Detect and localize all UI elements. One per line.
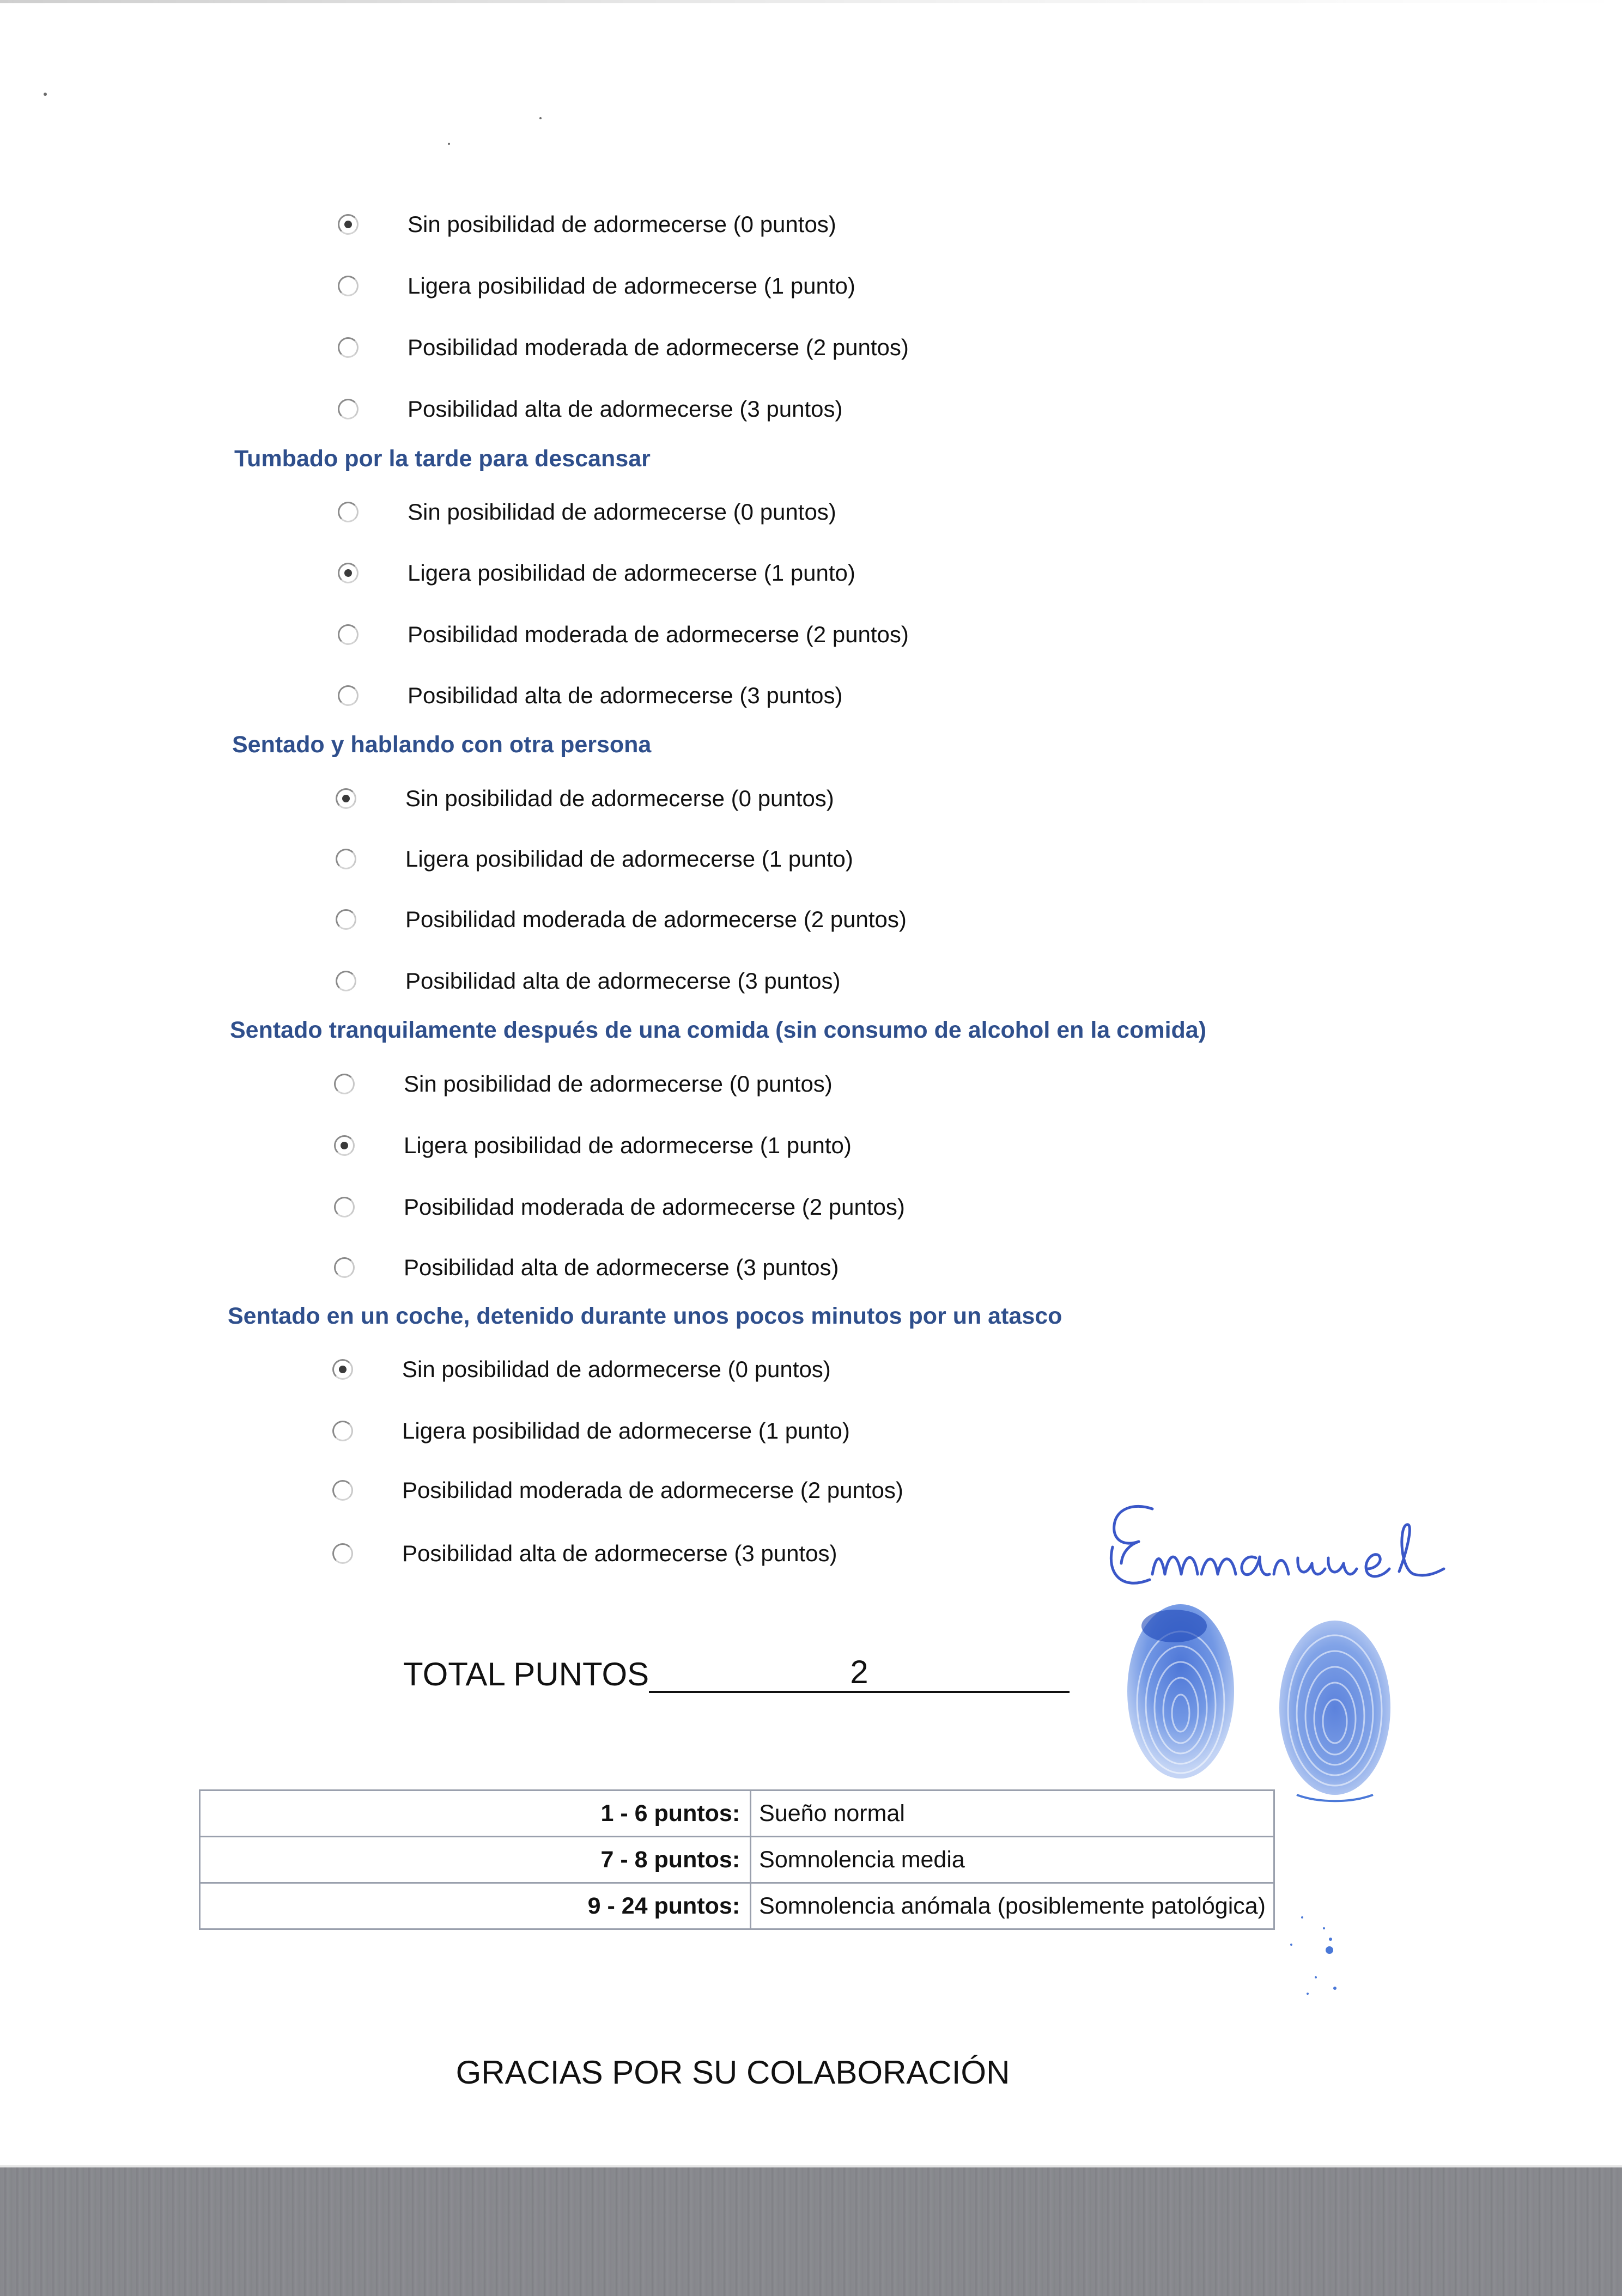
option-row[interactable]	[338, 331, 909, 364]
option-label: Sin posibilidad de adormecerse (0 puntos)	[402, 1356, 831, 1382]
option-label: Posibilidad alta de adormecerse (3 puntos)	[404, 1254, 839, 1280]
option-label: Sin posibilidad de adormecerse (0 puntos)	[405, 785, 834, 811]
radio-button[interactable]	[338, 399, 359, 419]
option-row[interactable]	[338, 270, 855, 302]
option-row[interactable]	[332, 1353, 831, 1386]
option-label: Posibilidad alta de adormecerse (3 puntos)	[408, 683, 843, 708]
question-title: Sentado y hablando con otra persona	[232, 732, 652, 758]
thanks-footer: GRACIAS POR SU COLABORACIÓN	[455, 2054, 1010, 2091]
total-underline	[649, 1662, 848, 1693]
scan-speck	[44, 93, 47, 96]
option-label: Posibilidad moderada de adormecerse (2 puntos)	[404, 1194, 905, 1220]
fingerprint-right-image	[1275, 1615, 1395, 1811]
question-title: Sentado tranquilamente después de una comida (sin consumo de alcohol en la comida)	[230, 1017, 1207, 1043]
table-row	[200, 1790, 1274, 1837]
radio-button[interactable]	[338, 624, 359, 645]
option-row[interactable]	[336, 843, 853, 875]
option-row[interactable]	[332, 1537, 837, 1570]
option-label: Posibilidad alta de adormecerse (3 puntos)	[408, 396, 843, 422]
radio-button[interactable]	[334, 1135, 355, 1156]
option-label: Ligera posibilidad de adormecerse (1 punto)	[408, 273, 855, 299]
total-label: TOTAL PUNTOS	[403, 1656, 649, 1692]
total-underline	[871, 1662, 1070, 1693]
option-label: Sin posibilidad de adormecerse (0 puntos)	[408, 211, 836, 237]
option-row[interactable]	[334, 1129, 852, 1162]
option-label: Ligera posibilidad de adormecerse (1 punto)	[404, 1132, 852, 1158]
option-row[interactable]	[338, 679, 842, 712]
radio-button[interactable]	[334, 1197, 355, 1217]
radio-button[interactable]	[336, 909, 356, 930]
option-label: Posibilidad moderada de adormecerse (2 puntos)	[405, 906, 907, 932]
option-row[interactable]	[334, 1251, 839, 1284]
handwritten-signature	[1101, 1487, 1460, 1607]
option-label: Posibilidad moderada de adormecerse (2 puntos)	[408, 622, 909, 647]
option-label: Posibilidad alta de adormecerse (3 puntos)	[405, 968, 841, 994]
radio-button[interactable]	[332, 1543, 353, 1564]
radio-button[interactable]	[334, 1074, 355, 1094]
option-row[interactable]	[338, 557, 855, 589]
option-row[interactable]	[338, 393, 842, 425]
option-row[interactable]	[332, 1474, 903, 1507]
option-row[interactable]	[332, 1415, 850, 1447]
option-row[interactable]	[334, 1191, 905, 1223]
scanner-background	[0, 2165, 1622, 2296]
radio-button[interactable]	[338, 276, 359, 296]
total-points	[403, 1653, 1070, 1693]
option-label: Posibilidad moderada de adormecerse (2 puntos)	[408, 334, 909, 360]
radio-button[interactable]	[332, 1421, 353, 1441]
table-row	[200, 1837, 1274, 1883]
option-label: Sin posibilidad de adormecerse (0 puntos)	[404, 1071, 833, 1097]
legend-description: Somnolencia anómala (posiblemente patológica)	[751, 1883, 1274, 1929]
option-label: Posibilidad moderada de adormecerse (2 puntos)	[402, 1477, 903, 1503]
score-legend-table	[199, 1789, 1275, 1930]
radio-button[interactable]	[338, 502, 359, 522]
question-title: Tumbado por la tarde para descansar	[234, 446, 651, 472]
fingerprint-left-image	[1122, 1599, 1240, 1784]
radio-button[interactable]	[334, 1257, 355, 1278]
radio-button[interactable]	[338, 337, 359, 358]
legend-description: Somnolencia media	[751, 1837, 1274, 1883]
option-label: Ligera posibilidad de adormecerse (1 punto)	[402, 1418, 850, 1444]
radio-button[interactable]	[332, 1359, 353, 1380]
radio-button[interactable]	[332, 1480, 353, 1501]
option-label: Ligera posibilidad de adormecerse (1 punto)	[405, 846, 853, 872]
question-title: Sentado en un coche, detenido durante unos pocos minutos por un atasco	[228, 1303, 1062, 1329]
radio-button[interactable]	[336, 788, 356, 809]
option-label: Posibilidad alta de adormecerse (3 puntos)	[402, 1540, 837, 1566]
legend-range: 7 - 8 puntos:	[200, 1837, 751, 1883]
option-row[interactable]	[336, 782, 834, 815]
option-row[interactable]	[338, 208, 836, 241]
table-row	[200, 1883, 1274, 1929]
option-row[interactable]	[334, 1068, 833, 1100]
legend-range: 9 - 24 puntos:	[200, 1883, 751, 1929]
legend-description: Sueño normal	[751, 1790, 1274, 1837]
radio-button[interactable]	[336, 971, 356, 991]
page-edge	[0, 0, 1622, 3]
option-label: Sin posibilidad de adormecerse (0 puntos)	[408, 499, 836, 525]
option-row[interactable]	[336, 965, 840, 997]
scan-speck	[539, 117, 542, 119]
radio-button[interactable]	[336, 849, 356, 869]
option-row[interactable]	[338, 618, 909, 651]
total-value: 2	[848, 1653, 870, 1693]
option-label: Ligera posibilidad de adormecerse (1 punto)	[408, 560, 855, 586]
option-row[interactable]	[336, 903, 907, 936]
option-row[interactable]	[338, 496, 836, 528]
scan-speck	[448, 143, 450, 145]
radio-button[interactable]	[338, 563, 359, 583]
ink-smudge-image	[1269, 1907, 1351, 2015]
radio-button[interactable]	[338, 214, 359, 235]
radio-button[interactable]	[338, 685, 359, 706]
legend-range: 1 - 6 puntos:	[200, 1790, 751, 1837]
